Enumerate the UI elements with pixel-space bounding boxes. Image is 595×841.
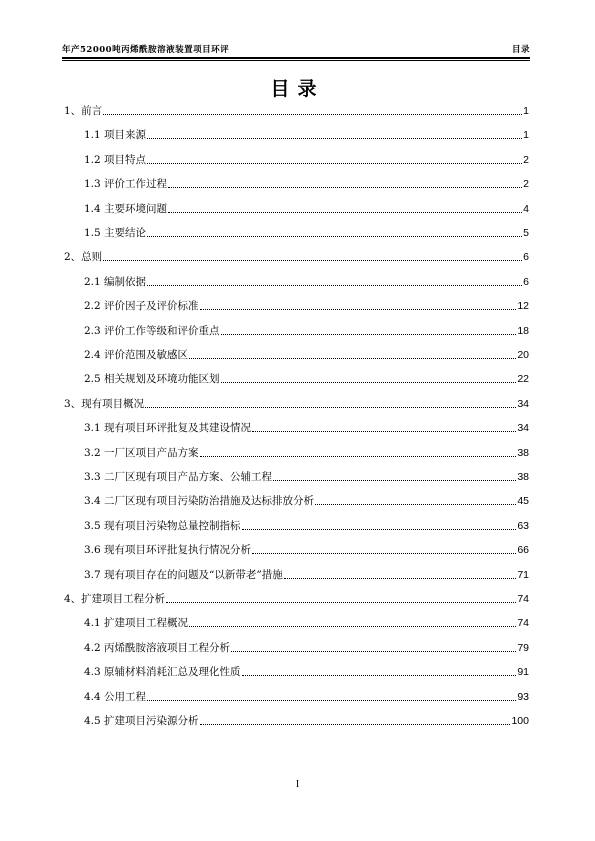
toc-entry-label: 3.6 现有项目环评批复执行情况分析 <box>84 544 252 557</box>
toc-dot-leader <box>242 674 517 676</box>
toc-section-entry[interactable] <box>84 663 529 679</box>
toc-dot-leader <box>200 723 511 725</box>
toc-entry-label: 2.5 相关规划及环境功能区划 <box>84 373 220 386</box>
toc-entry-label: 4.4 公用工程 <box>84 690 147 703</box>
toc-section-entry[interactable] <box>84 175 529 191</box>
toc-entry-page: 38 <box>517 446 529 459</box>
toc-entry-label: 1、前言 <box>64 105 103 117</box>
toc-entry-page: 34 <box>517 422 529 435</box>
toc-entry-page: 93 <box>517 690 529 703</box>
toc-entry-label: 1.2 项目特点 <box>84 153 147 166</box>
toc-entry-label: 1.1 项目来源 <box>84 129 147 142</box>
toc-entry-page: 6 <box>523 251 529 264</box>
toc-dot-leader <box>168 186 522 188</box>
toc-section-entry[interactable] <box>84 151 529 167</box>
toc-entry-label: 2.2 评价因子及评价标准 <box>84 300 199 313</box>
toc-entry-label: 3、现有项目概况 <box>64 397 145 410</box>
toc-entry-label: 3.4 二厂区现有项目污染防治措施及达标排放分析 <box>84 495 315 508</box>
toc-entry-page: 66 <box>517 544 529 557</box>
toc-chapter-entry[interactable] <box>64 395 529 411</box>
toc-dot-leader <box>166 601 516 603</box>
toc-entry-page: 2 <box>523 178 529 191</box>
toc-entry-label: 3.7 现有项目存在的问题及“以新带老”措施 <box>84 568 283 581</box>
toc-section-entry[interactable] <box>84 468 529 484</box>
toc-dot-leader <box>103 259 522 261</box>
toc-entry-label: 4.2 丙烯酰胺溶液项目工程分析 <box>84 641 231 654</box>
toc-section-entry[interactable] <box>84 566 529 582</box>
toc-dot-leader <box>147 284 522 286</box>
toc-entry-label: 1.3 评价工作过程 <box>84 178 168 191</box>
toc-section-entry[interactable] <box>84 639 529 655</box>
page-header <box>62 43 530 57</box>
page-title: 目录 <box>270 78 325 100</box>
toc-section-entry[interactable] <box>84 346 529 362</box>
toc-entry-label: 3.1 现有项目环评批复及其建设情况 <box>84 422 252 435</box>
page-number: I <box>295 779 300 790</box>
toc-entry-label: 4.5 扩建项目污染源分析 <box>84 715 199 727</box>
toc-section-entry[interactable] <box>84 614 529 630</box>
toc-entry-page: 63 <box>517 519 529 532</box>
header-document-title: 年产52000吨丙烯酰胺溶液装置项目环评 <box>62 45 230 55</box>
toc-entry-label: 2.1 编制依据 <box>84 275 147 288</box>
toc-dot-leader <box>189 357 516 359</box>
toc-entry-page: 4 <box>523 202 529 215</box>
toc-dot-leader <box>242 528 517 530</box>
toc-dot-leader <box>147 162 522 164</box>
toc-entry-page: 34 <box>517 397 529 410</box>
toc-entry-label: 4.1 扩建项目工程概况 <box>84 617 189 630</box>
toc-dot-leader <box>145 406 516 408</box>
toc-dot-leader <box>103 113 522 115</box>
toc-section-entry[interactable] <box>84 200 529 216</box>
toc-dot-leader <box>147 235 522 237</box>
toc-section-entry[interactable] <box>84 322 529 338</box>
toc-entry-label: 2、总则 <box>64 251 103 264</box>
toc-dot-leader <box>147 137 522 139</box>
toc-section-entry[interactable] <box>84 126 529 142</box>
toc-section-entry[interactable] <box>84 517 529 533</box>
toc-entry-label: 3.2 一厂区项目产品方案 <box>84 446 199 459</box>
toc-entry-page: 100 <box>511 715 529 727</box>
toc-dot-leader <box>168 211 522 213</box>
toc-dot-leader <box>200 308 517 310</box>
toc-entry-page: 45 <box>517 495 529 508</box>
toc-dot-leader <box>189 625 516 627</box>
toc-entry-page: 18 <box>517 324 529 337</box>
toc-entry-label: 1.5 主要结论 <box>84 227 147 239</box>
toc-section-entry[interactable] <box>84 492 529 508</box>
toc-dot-leader <box>147 699 516 701</box>
toc-dot-leader <box>284 577 517 579</box>
toc-entry-page: 38 <box>517 471 529 483</box>
toc-dot-leader <box>315 503 516 505</box>
toc-entry-page: 6 <box>523 275 529 288</box>
toc-entry-page: 22 <box>517 373 529 386</box>
toc-entry-page: 12 <box>517 300 529 313</box>
toc-section-entry[interactable] <box>84 712 529 728</box>
toc-entry-label: 4、扩建项目工程分析 <box>64 593 166 605</box>
toc-entry-label: 3.3 二厂区现有项目产品方案、公辅工程 <box>84 471 273 483</box>
toc-dot-leader <box>252 552 516 554</box>
header-rule-thin <box>62 60 530 61</box>
toc-dot-leader <box>221 333 517 335</box>
toc-chapter-entry[interactable] <box>64 590 529 606</box>
header-rule <box>62 57 530 59</box>
toc-section-entry[interactable] <box>84 224 529 240</box>
toc-dot-leader <box>252 430 516 432</box>
toc-section-entry[interactable] <box>84 419 529 435</box>
toc-section-entry[interactable] <box>84 297 529 313</box>
toc-entry-page: 74 <box>517 617 529 630</box>
toc-entry-page: 2 <box>523 153 529 166</box>
toc-entry-page: 1 <box>523 129 529 142</box>
toc-entry-page: 71 <box>517 568 529 581</box>
toc-entry-label: 4.3 原辅材料消耗汇总及理化性质 <box>84 666 241 679</box>
toc-entry-label: 1.4 主要环境问题 <box>84 202 168 215</box>
toc-dot-leader <box>231 650 516 652</box>
toc-chapter-entry[interactable] <box>64 248 529 264</box>
toc-chapter-entry[interactable] <box>64 102 529 118</box>
toc-section-entry[interactable] <box>84 370 529 386</box>
toc-entry-page: 79 <box>517 641 529 654</box>
toc-section-entry[interactable] <box>84 273 529 289</box>
toc-section-entry[interactable] <box>84 541 529 557</box>
toc-section-entry[interactable] <box>84 444 529 460</box>
toc-dot-leader <box>200 455 517 457</box>
header-section-name: 目录 <box>511 45 530 55</box>
toc-entry-label: 2.4 评价范围及敏感区 <box>84 349 189 361</box>
toc-entry-page: 74 <box>517 593 529 605</box>
toc-section-entry[interactable] <box>84 688 529 704</box>
toc-dot-leader <box>221 381 517 383</box>
toc-entry-page: 20 <box>517 349 529 361</box>
toc-entry-page: 91 <box>517 666 529 679</box>
toc-dot-leader <box>273 479 516 481</box>
toc-entry-page: 1 <box>523 105 529 117</box>
toc-entry-page: 5 <box>523 227 529 239</box>
toc-entry-label: 2.3 评价工作等级和评价重点 <box>84 324 220 337</box>
toc-entry-label: 3.5 现有项目污染物总量控制指标 <box>84 519 241 532</box>
